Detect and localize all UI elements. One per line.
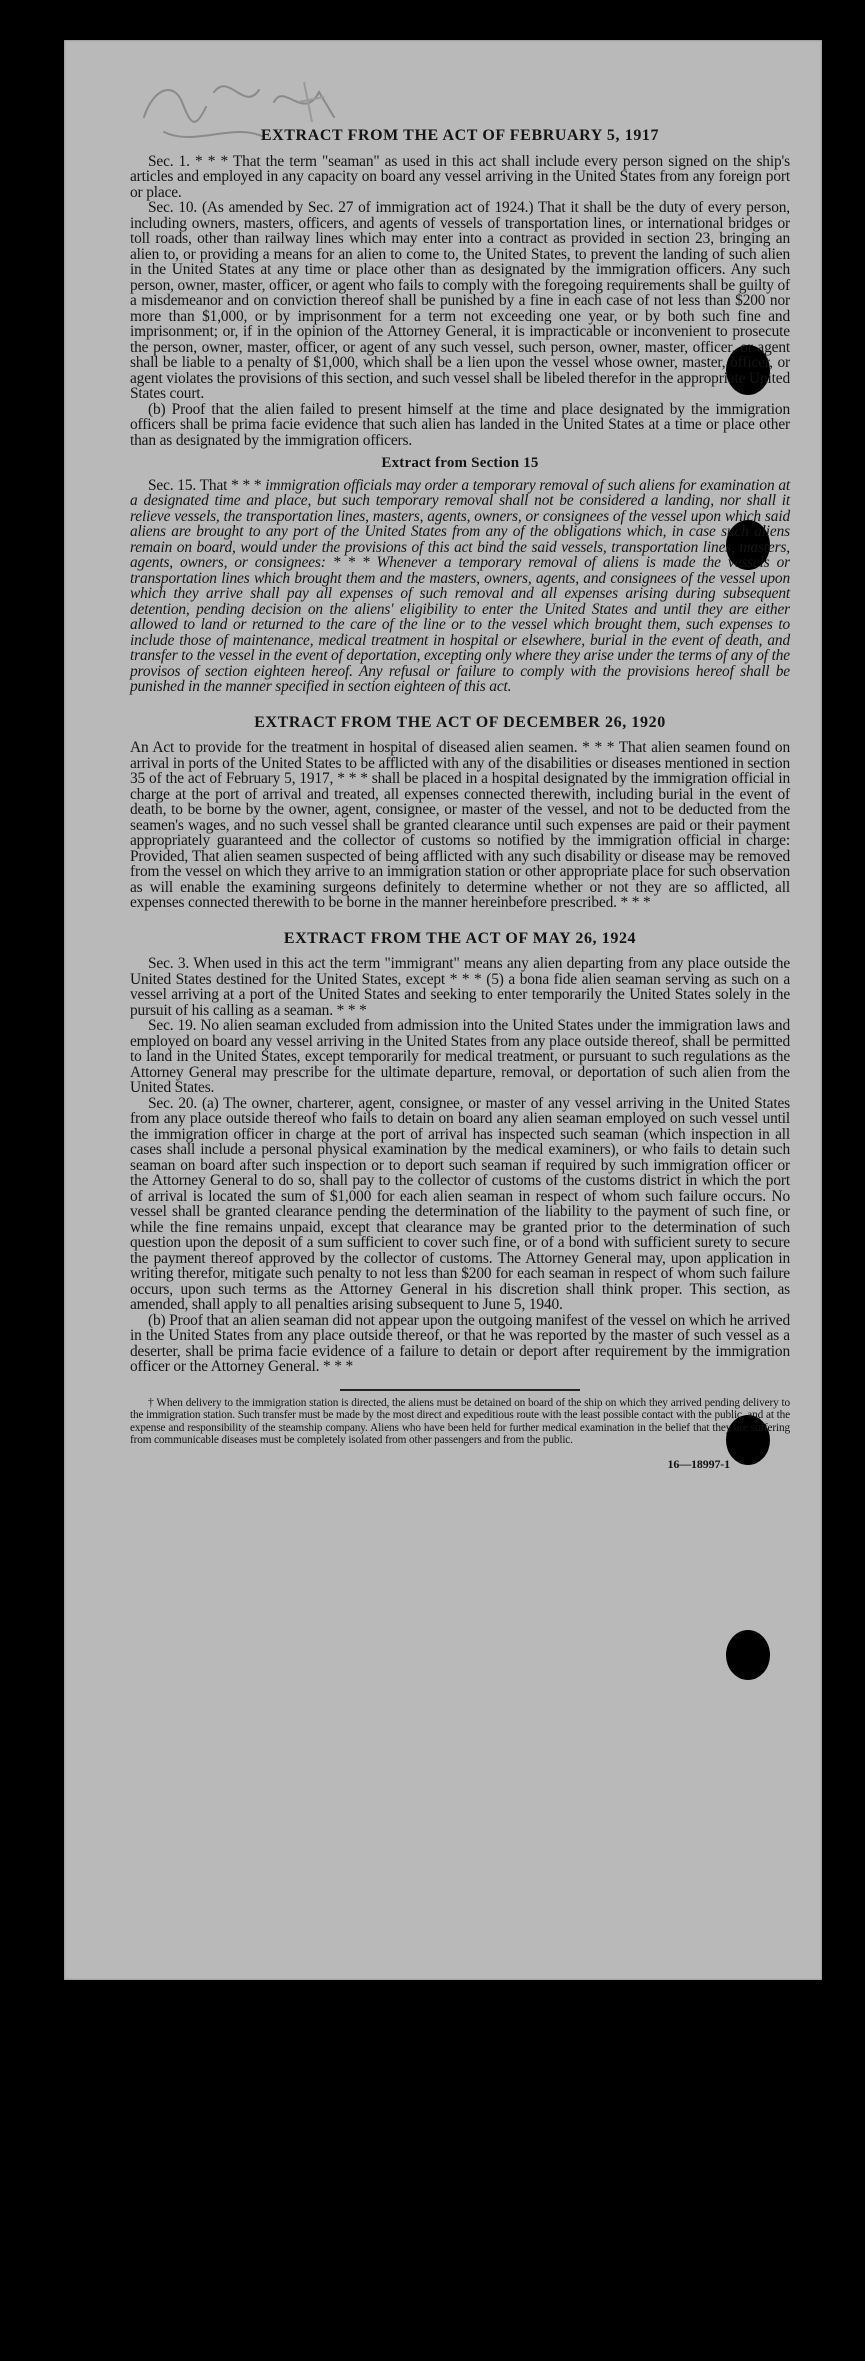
paragraph-sec-15 [130,478,790,695]
sec-15-body: immigration officials may order a temporary removal of such aliens for examination at a designated time and place, but such temporary removal shall not be considered a landing, nor shall it relieve vessels, the transportation lines, masters, agents, owners, or consignees of the vessel upon which said aliens are brought to any port of the United States from any of the obligations which, in case such aliens remain on board, would under the provisions of this act bind the said vessels, transportation lines, masters, agents, owners, or consignees: * * * Whenever a temporary removal of aliens is made the vessels or transportation lines which brought them and the masters, owners, agents, and consignees of the vessel upon which they arrive shall pay all expenses of such removal and all expenses arising during subsequent detention, pending decision on the aliens' eligibility to enter the United States and until they are either allowed to land or returned to the care of the line or to the vessel which brought them, such expenses to include those of maintenance, medical treatment in hospital or elsewhere, burial in the event of death, and transfer to the vessel in the event of deportation, excepting only where they arise under the terms of any of the provisos of section eighteen hereof. Any refusal or failure to comply with the provisions hereof shall be punished in the manner specified in section eighteen of this act. [130,476,790,695]
heading-section-15: Extract from Section 15 [381,455,539,471]
punch-hole-4 [726,1630,770,1680]
heading-feb-1917: EXTRACT FROM THE ACT OF FEBRUARY 5, 1917 [260,127,660,144]
paragraph-sec-3: Sec. 3. When used in this act the term "immigrant" means any alien departing from any place outside the United States destined for the United States, except * * * (5) a bona fide alien seaman serving as such on a vessel arriving at a port of the United States and seeking to enter temporarily the United States solely in the pursuit of his calling as a seaman. * * * [130,955,790,1019]
heading-may-1924: EXTRACT FROM THE ACT OF MAY 26, 1924 [283,929,637,947]
sec-15-lead: Sec. 15. That * * * [148,476,266,494]
paragraph-sec-1: Sec. 1. * * * That the term "seaman" as used in this act shall include every person signed on the ship's articles and employed in any capacity on board any vessel arriving in the United States from any foreign port or place. [130,152,790,201]
document-page [64,40,822,1980]
paragraph-sec-19: Sec. 19. No alien seaman excluded from admission into the United States under the immigration laws and employed on board any vessel arriving in the United States from any place outside thereof, shall be permitted to land in the United States, except temporarily for medical treatment, or pursuant to such regulations as the Attorney General may prescribe for the ultimate departure, removal, or deportation of such alien from the United States. [130,1017,790,1096]
paragraph-act-1920: An Act to provide for the treatment in hospital of diseased alien seamen. * * * That alien seamen found on arrival in ports of the United States to be afflicted with any of the disabilities or diseases mentioned in section 35 of the act of February 5, 1917, * * * shall be placed in a hospital designated by the immigration official in charge at the port of arrival and treated, all expenses connected therewith, including burial in the event of death, to be borne by the owner, agent, consignee, or master of the vessel, and not to be deducted from the seamen's wages, and no such vessel shall be granted clearance until such expenses are paid or their payment appropriately guaranteed and the collector of customs so notified by the immigration official in charge: Provided, That alien seamen suspected of being afflicted with any such disability or disease may be removed from the vessel on which they arrive to an immigration station or other appropriate place for such observation as will enable the examining surgeons definitely to determine whether or not they are so afflicted, all expenses connected therewith to be borne in the manner hereinbefore prescribed. * * * [130,739,790,911]
paragraph-sec-10-b: (b) Proof that the alien failed to present himself at the time and place designated by the immigration officers shall be prima facie evidence that such alien has landed in the United States at a time or place other than as designated by the immigration officers. [130,400,790,449]
document-text [130,128,790,1472]
paragraph-sec-20-b: (b) Proof that an alien seaman did not appear upon the outgoing manifest of the vessel on which he arrived in the United States from any place outside thereof, or that he was reported by the master of such vessel as a deserter, shall be prima facie evidence of a failure to detain or deport after requirement by the immigration officer or the Attorney General. * * * [130,1311,790,1375]
heading-dec-1920: EXTRACT FROM THE ACT OF DECEMBER 26, 1920 [254,713,666,731]
footnote-divider [340,1389,580,1391]
form-code: 16—18997-1 [667,1456,730,1471]
paragraph-sec-20-a: Sec. 20. (a) The owner, charterer, agent, consignee, or master of any vessel arriving in the United States from any place outside thereof who fails to detain on board any alien seaman employed on such vessel until the immigration officer in charge at the port of arrival has inspected such seaman (which inspection in all cases shall include a personal physical examination by the medical examiners), or who fails to detain such seaman on board after such inspection or to deport such seaman if required by such immigration officer or the Attorney General to do so, shall pay to the collector of customs of the customs district in which the port of arrival is located the sum of $1,000 for each alien seaman in respect of whom such failure occurs. No vessel shall be granted clearance pending the determination of the liability to the payment of such fine, or while the fine remains unpaid, except that clearance may be granted prior to the determination of such question upon the deposit of a sum sufficient to cover such fine, or of a bond with sufficient surety to secure the payment thereof approved by the collector of customs. The Attorney General may, upon application in writing therefor, mitigate such penalty to not less than $200 for each seaman in respect of whom such failure occurs, upon such terms as the Attorney General in his discretion shall think proper. This section, as amended, shall apply to all penalties arising subsequent to June 5, 1940. [130,1094,790,1313]
paragraph-sec-10: Sec. 10. (As amended by Sec. 27 of immigration act of 1924.) That it shall be the duty of every person, including owners, masters, officers, and agents of vessels of transportation lines, or international bridges or toll roads, other than railway lines which may enter into a contract as provided in section 23, bringing an alien to, or providing a means for an alien to come to, the United States, to prevent the landing of such alien in the United States at any time or place other than as designated by the immigration officers. Any such person, owner, master, officer, or agent who fails to comply with the foregoing requirements shall be guilty of a misdemeanor and on conviction thereof shall be punished by a fine in each case of not less than $200 nor more than $1,000, or by imprisonment for a term not exceeding one year, or by both such fine and imprisonment; or, if in the opinion of the Attorney General, it is impracticable or inconvenient to prosecute the person, owner, master, officer, or agent of any such vessel, such person, owner, master, officer, or agent shall be liable to a penalty of $1,000, which shall be a lien upon the vessel whose owner, master, officer, or agent violates the provisions of this section, and such vessel shall be libeled therefor in the appropriate United States court. [130,199,790,402]
footnote: † When delivery to the immigration station is directed, the aliens must be detained on board of the ship on which they arrived pending delivery to the immigration station. Such transfer must be made by the most direct and expeditious route with the least possible contact with the public, and at the expense and responsibility of the steamship company. Aliens who have been held for further medical examination in the belief that they are suffering from communicable diseases must be completely isolated from other passengers and from the public. [130,1396,790,1447]
